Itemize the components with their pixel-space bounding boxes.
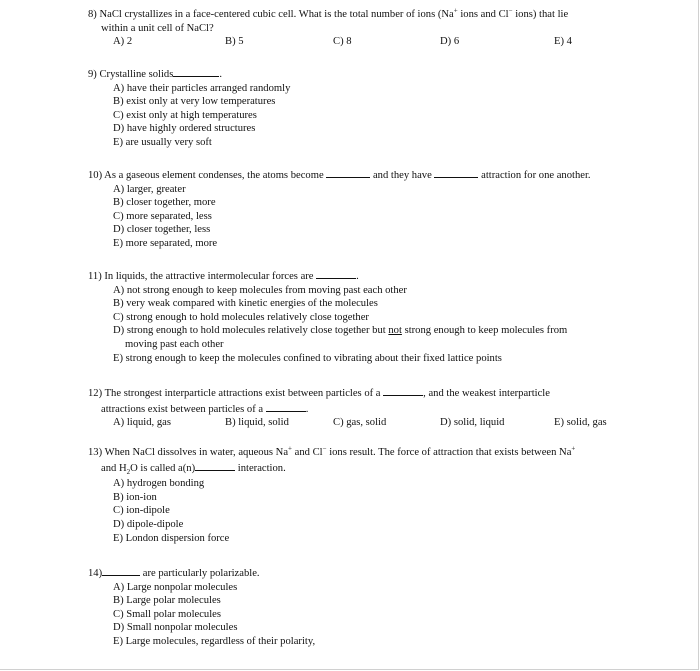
option-text: strong enough to keep molecules from [401,325,568,337]
stem-text: 11) In liquids, the attractive intermolecular forces are [88,271,314,282]
stem-text: 8) NaCl crystallizes in a face-centered cubic cell. What is the total number of ions (Na [88,9,454,20]
option-a: A) have their particles arranged randomly [113,82,291,94]
question-13-options [88,477,648,545]
option-d: D) 6 [440,36,460,48]
question-number: 14) [88,568,103,579]
option-b: B) exist only at very low temperatures [113,96,276,108]
option-d: D) solid, liquid [440,417,505,429]
stem-text: 12) The strongest interparticle attractions exist between particles of a [88,388,381,399]
answer-blank [326,167,370,178]
question-10 [88,167,648,251]
option-b: B) closer together, more [113,197,216,209]
stem-text: 10) As a gaseous element condenses, the atoms become [88,170,324,181]
superscript-plus: + [453,6,458,15]
option-b: B) ion-ion [113,491,157,503]
question-11-options [88,284,648,366]
option-a: A) Large nonpolar molecules [113,581,238,593]
option-b: B) Large polar molecules [113,595,221,607]
question-9-stem [88,66,648,82]
option-e: E) London dispersion force [113,532,230,544]
option-d [113,324,648,338]
superscript-plus: + [288,444,292,453]
option-c: C) exist only at high temperatures [113,109,257,121]
option-text: D) strong enough to hold molecules relatively close together but [113,325,389,337]
stem-text: . [356,271,359,282]
option-b: B) 5 [225,36,244,48]
answer-blank [173,66,219,77]
option-d: D) dipole-dipole [113,518,184,530]
stem-text: and H [101,462,127,474]
answer-blank [383,385,423,396]
superscript-minus: − [508,6,513,15]
stem-text: . [219,69,222,80]
option-a: A) larger, greater [113,183,186,195]
subscript-2: 2 [126,467,131,476]
question-12 [88,385,648,430]
option-c: C) 8 [333,36,352,48]
stem-text: ions) that lie [512,9,569,20]
stem-text: attraction for one another. [481,170,591,181]
answer-blank [266,401,306,412]
question-10-stem [88,167,648,183]
stem-text: O is called a(n) [130,462,196,474]
option-e: E) are usually very soft [113,136,212,148]
option-e: E) strong enough to keep the molecules confined to vibrating about their fixed lattice points [113,352,502,364]
stem-text: and they have [372,170,432,181]
option-a: A) 2 [113,36,133,48]
question-8-options [88,35,648,49]
question-14-stem [88,565,648,581]
question-8-stem-line2: within a unit cell of NaCl? [101,22,214,34]
question-12-options [88,416,648,430]
question-13 [88,446,648,545]
option-d: D) closer together, less [113,224,211,236]
answer-blank [434,167,478,178]
stem-text: attractions exist between particles of a [101,403,264,415]
superscript-minus: − [322,444,327,453]
answer-blank [195,460,235,471]
question-12-stem [88,385,648,401]
question-14-options [88,581,648,649]
option-e: E) solid, gas [554,417,607,429]
stem-text: ions and Cl [457,9,509,20]
stem-text: and Cl [291,447,323,458]
option-d: D) Small nonpolar molecules [113,622,238,634]
question-13-stem [88,446,648,460]
superscript-plus: + [571,444,576,453]
option-c: C) Small polar molecules [113,608,221,620]
question-9-options [88,82,648,150]
option-d: D) have highly ordered structures [113,123,256,135]
question-11-stem [88,268,648,284]
question-9 [88,66,648,150]
option-c: C) strong enough to hold molecules relatively close together [113,311,369,323]
stem-text: , and the weakest interparticle [423,388,550,399]
question-8 [88,8,648,49]
option-a: A) not strong enough to keep molecules from moving past each other [113,284,407,296]
stem-text: 9) Crystalline solids [88,69,174,80]
option-c: C) gas, solid [333,417,387,429]
option-b: B) liquid, solid [225,417,289,429]
option-c: C) ion-dipole [113,505,170,517]
stem-text: are particularly polarizable. [142,568,260,579]
option-e: E) Large molecules, regardless of their polarity, [113,635,316,647]
option-c: C) more separated, less [113,210,212,222]
answer-blank [102,565,140,576]
stem-text: interaction. [237,462,286,474]
option-a: A) hydrogen bonding [113,478,205,490]
option-e: E) 4 [554,36,572,48]
option-a: A) liquid, gas [113,417,171,429]
stem-text: ions result. The force of attraction that exists between Na [326,447,572,458]
question-8-stem [88,8,648,22]
question-12-stem-line2 [88,401,648,417]
question-13-stem-line2 [88,460,648,476]
question-14 [88,565,648,649]
option-e: E) more separated, more [113,237,218,249]
option-d-line2: moving past each other [125,338,224,350]
question-11 [88,268,648,365]
stem-text: 13) When NaCl dissolves in water, aqueous Na [88,447,289,458]
question-10-options [88,183,648,251]
stem-text: . [305,403,309,415]
answer-blank [316,268,356,279]
option-b: B) very weak compared with kinetic energies of the molecules [113,298,378,310]
underlined-word: not [388,325,402,337]
